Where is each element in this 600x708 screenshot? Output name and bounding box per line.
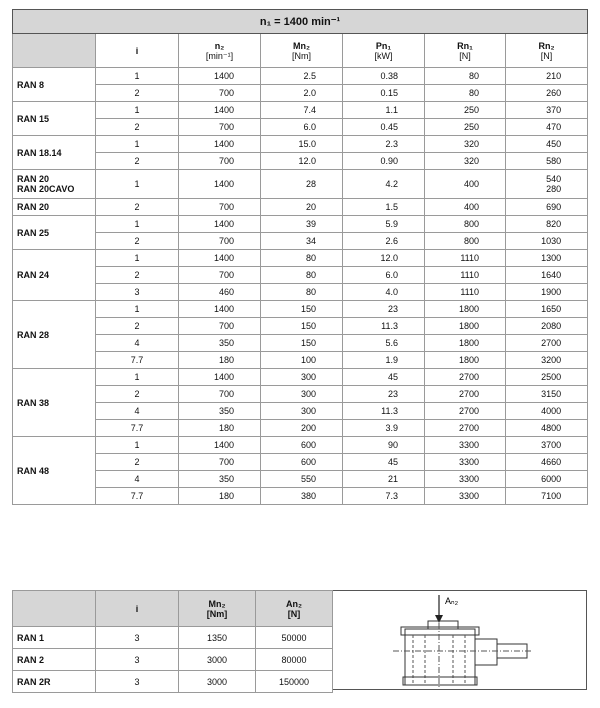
table-cell: 7.3	[343, 488, 425, 505]
table-cell: 28	[261, 170, 343, 199]
table-cell: 2	[96, 454, 179, 471]
column-header-unit: [kW]	[374, 50, 393, 61]
table-cell: 150000	[256, 671, 333, 693]
table-cell: 100	[261, 352, 343, 369]
column-header	[96, 34, 179, 68]
column-header-unit: [N]	[540, 50, 553, 61]
table-cell: 300	[261, 369, 343, 386]
table-cell: 300	[261, 403, 343, 420]
model-header	[13, 34, 96, 68]
table-cell: 0.90	[343, 153, 425, 170]
table-cell: 23	[343, 301, 425, 318]
column-header-unit: [min⁻¹]	[205, 50, 234, 61]
column-header-label: Mn₂	[293, 40, 310, 51]
column-header-label: i	[135, 45, 139, 56]
table-cell: 1	[96, 250, 179, 267]
table-cell: 80	[261, 250, 343, 267]
table-cell: 800	[425, 233, 506, 250]
model-name: RAN 1	[13, 627, 96, 649]
table-row	[13, 318, 588, 335]
table-cell: 1	[96, 216, 179, 233]
table-cell: 2700	[425, 386, 506, 403]
table-cell: 2.6	[343, 233, 425, 250]
table-cell: 350	[179, 335, 261, 352]
table-cell: 11.3	[343, 403, 425, 420]
table-row	[13, 199, 588, 216]
table-cell: 90	[343, 437, 425, 454]
table-row	[13, 335, 588, 352]
table-title: n₁ = 1400 min⁻¹	[13, 10, 588, 34]
table-cell: 2.5	[261, 68, 343, 85]
table-cell: 2	[96, 153, 179, 170]
table-cell: 2700	[425, 369, 506, 386]
table-cell: 6.0	[261, 119, 343, 136]
table-cell: 0.38	[343, 68, 425, 85]
table-cell: 4	[96, 403, 179, 420]
table-row	[13, 153, 588, 170]
table-cell: 580	[506, 153, 588, 170]
table-cell: 1800	[425, 318, 506, 335]
table-row	[13, 352, 588, 369]
table-row	[13, 369, 588, 386]
table-cell: 12.0	[343, 250, 425, 267]
column-header	[179, 34, 261, 68]
table-cell: 7100	[506, 488, 588, 505]
column-header-label: Rn₂	[538, 40, 555, 51]
table-cell: 2	[96, 85, 179, 102]
column-header	[506, 34, 588, 68]
table-cell: 600	[261, 437, 343, 454]
side-housing	[475, 639, 497, 665]
table-cell: 150	[261, 301, 343, 318]
table-cell: 1110	[425, 250, 506, 267]
column-header-label: n₂	[214, 40, 225, 51]
column-header	[261, 34, 343, 68]
table-cell: 2	[96, 199, 179, 216]
table-cell: 23	[343, 386, 425, 403]
table-cell: 2500	[506, 369, 588, 386]
rating-table	[12, 9, 588, 505]
table-cell: 1	[96, 102, 179, 119]
table-cell: 1400	[179, 301, 261, 318]
table-cell: 3000	[179, 671, 256, 693]
table-cell: 7.4	[261, 102, 343, 119]
table-row	[13, 284, 588, 301]
column-header-unit: [Nm]	[292, 50, 311, 61]
table-cell: 3	[96, 284, 179, 301]
force-arrow-head	[435, 615, 443, 623]
table-row	[13, 267, 588, 284]
table-row	[13, 649, 333, 671]
column-header-label: An₂	[286, 598, 302, 609]
table-cell: 4800	[506, 420, 588, 437]
table-cell: 3300	[425, 488, 506, 505]
table-row	[13, 437, 588, 454]
table-cell: 2	[96, 119, 179, 136]
table-row	[13, 233, 588, 250]
base-plate	[403, 677, 477, 685]
table-cell: 3150	[506, 386, 588, 403]
table-cell: 80	[425, 85, 506, 102]
table-cell: 15.0	[261, 136, 343, 153]
table-cell: 700	[179, 233, 261, 250]
table-cell: 2	[96, 233, 179, 250]
axial-load-table	[12, 590, 333, 693]
column-header-label: Pn₁	[375, 40, 392, 51]
table-cell: 320	[425, 153, 506, 170]
table-cell: 550	[261, 471, 343, 488]
table-cell: 34	[261, 233, 343, 250]
table-cell: 700	[179, 454, 261, 471]
table-cell: 50000	[256, 627, 333, 649]
table-cell: 1400	[179, 250, 261, 267]
table-cell: 3	[96, 627, 179, 649]
table-cell: 1	[96, 301, 179, 318]
table-row	[13, 216, 588, 233]
model-name: RAN 38	[13, 369, 96, 437]
table-cell: 1900	[506, 284, 588, 301]
column-header-unit: [N]	[459, 50, 471, 61]
table-cell: 1400	[179, 68, 261, 85]
table-cell: 150	[261, 318, 343, 335]
table-row	[13, 386, 588, 403]
table-cell: 1400	[179, 102, 261, 119]
table-cell: 5.9	[343, 216, 425, 233]
table-cell: 320	[425, 136, 506, 153]
table-cell: 4	[96, 335, 179, 352]
table-cell: 4.0	[343, 284, 425, 301]
table-cell: 80	[261, 284, 343, 301]
table-cell: 820	[506, 216, 588, 233]
column-header-label: i	[135, 603, 139, 614]
housing-flange	[401, 627, 479, 635]
table-cell: 1350	[179, 627, 256, 649]
table-row	[13, 454, 588, 471]
column-header	[179, 591, 256, 627]
table-cell: 3.9	[343, 420, 425, 437]
table-cell: 1400	[179, 437, 261, 454]
table-cell: 2.3	[343, 136, 425, 153]
table-cell: 180	[179, 488, 261, 505]
model-name: RAN 28	[13, 301, 96, 369]
table-row	[13, 403, 588, 420]
model-name: RAN 8	[13, 68, 96, 102]
table-cell: 1110	[425, 284, 506, 301]
model-name: RAN 24	[13, 250, 96, 301]
table-cell: 350	[179, 471, 261, 488]
table-cell: 0.15	[343, 85, 425, 102]
table-cell: 3000	[179, 649, 256, 671]
model-header	[13, 591, 96, 627]
table-cell: 11.3	[343, 318, 425, 335]
table-cell: 4000	[506, 403, 588, 420]
table-cell: 12.0	[261, 153, 343, 170]
table-cell: 700	[179, 318, 261, 335]
column-header-unit: [Nm]	[206, 608, 228, 619]
table-cell: 3200	[506, 352, 588, 369]
table-cell: 7.7	[96, 488, 179, 505]
table-cell: 2	[96, 267, 179, 284]
table-cell: 3300	[425, 454, 506, 471]
table-cell: 600	[261, 454, 343, 471]
table-row	[13, 102, 588, 119]
table-cell: 400	[425, 170, 506, 199]
gearbox-side-view	[333, 591, 587, 691]
table-cell: 4	[96, 471, 179, 488]
table-cell: 1110	[425, 267, 506, 284]
table-cell: 460	[179, 284, 261, 301]
table-cell: 1300	[506, 250, 588, 267]
table-row	[13, 471, 588, 488]
column-header-label: Rn₁	[457, 40, 473, 51]
top-hub	[428, 621, 458, 629]
table-cell: 20	[261, 199, 343, 216]
table-cell: 0.45	[343, 119, 425, 136]
table-cell: 1400	[179, 170, 261, 199]
table-cell: 3300	[425, 437, 506, 454]
column-header	[256, 591, 333, 627]
table-row	[13, 488, 588, 505]
column-header-label: Mn₂	[208, 598, 226, 609]
table-cell: 200	[261, 420, 343, 437]
table-cell: 700	[179, 119, 261, 136]
table-row	[13, 68, 588, 85]
table-cell: 250	[425, 119, 506, 136]
table-cell: 1.1	[343, 102, 425, 119]
table-cell: 2.0	[261, 85, 343, 102]
table-cell: 2700	[425, 420, 506, 437]
model-name: RAN 2	[13, 649, 96, 671]
table-cell: 1800	[425, 301, 506, 318]
table-cell: 2	[96, 318, 179, 335]
table-cell: 1400	[179, 216, 261, 233]
table-cell: 700	[179, 267, 261, 284]
table-cell: 2700	[425, 403, 506, 420]
table-cell: 39	[261, 216, 343, 233]
table-cell: 700	[179, 153, 261, 170]
table-row	[13, 119, 588, 136]
table-cell: 21	[343, 471, 425, 488]
table-cell: 700	[179, 85, 261, 102]
table-cell: 250	[425, 102, 506, 119]
model-name: RAN 15	[13, 102, 96, 136]
model-name: RAN 20	[13, 199, 96, 216]
table-cell: 540 280	[506, 170, 588, 199]
table-row	[13, 250, 588, 267]
model-name: RAN 18.14	[13, 136, 96, 170]
table-row	[13, 170, 588, 199]
gearbox-drawing	[333, 590, 587, 690]
table-cell: 1400	[179, 369, 261, 386]
table-cell: 800	[425, 216, 506, 233]
table-cell: 1400	[179, 136, 261, 153]
table-cell: 450	[506, 136, 588, 153]
table-cell: 1.5	[343, 199, 425, 216]
table-cell: 700	[179, 199, 261, 216]
table-cell: 5.6	[343, 335, 425, 352]
table-cell: 4660	[506, 454, 588, 471]
table-cell: 370	[506, 102, 588, 119]
table-cell: 80	[425, 68, 506, 85]
table-cell: 1.9	[343, 352, 425, 369]
table-cell: 1640	[506, 267, 588, 284]
table-cell: 150	[261, 335, 343, 352]
table-row	[13, 136, 588, 153]
table-row	[13, 420, 588, 437]
table-cell: 1030	[506, 233, 588, 250]
model-name: RAN 25	[13, 216, 96, 250]
table-cell: 380	[261, 488, 343, 505]
table-cell: 1	[96, 170, 179, 199]
table-cell: 2700	[506, 335, 588, 352]
table-row	[13, 671, 333, 693]
table-cell: 80000	[256, 649, 333, 671]
table-row	[13, 627, 333, 649]
table-cell: 4.2	[343, 170, 425, 199]
table-cell: 80	[261, 267, 343, 284]
table-cell: 690	[506, 199, 588, 216]
table-cell: 3	[96, 671, 179, 693]
table-row	[13, 301, 588, 318]
table-cell: 7.7	[96, 420, 179, 437]
table-cell: 180	[179, 352, 261, 369]
table-cell: 7.7	[96, 352, 179, 369]
column-header	[425, 34, 506, 68]
table-cell: 1800	[425, 352, 506, 369]
model-name: RAN 2R	[13, 671, 96, 693]
table-cell: 180	[179, 420, 261, 437]
table-cell: 210	[506, 68, 588, 85]
table-cell: 2080	[506, 318, 588, 335]
table-cell: 1	[96, 437, 179, 454]
force-label: Aₙ₂	[445, 596, 459, 606]
model-name: RAN 48	[13, 437, 96, 505]
table-row	[13, 85, 588, 102]
table-cell: 6.0	[343, 267, 425, 284]
table-cell: 3	[96, 649, 179, 671]
table-cell: 1800	[425, 335, 506, 352]
column-header	[96, 591, 179, 627]
table-cell: 470	[506, 119, 588, 136]
table-cell: 6000	[506, 471, 588, 488]
table-cell: 700	[179, 386, 261, 403]
table-cell: 2	[96, 386, 179, 403]
table-cell: 300	[261, 386, 343, 403]
table-cell: 260	[506, 85, 588, 102]
table-cell: 45	[343, 369, 425, 386]
table-cell: 350	[179, 403, 261, 420]
table-cell: 1650	[506, 301, 588, 318]
table-cell: 1	[96, 369, 179, 386]
column-header	[343, 34, 425, 68]
model-name: RAN 20 RAN 20CAVO	[13, 170, 96, 199]
column-header-unit: [N]	[287, 608, 301, 619]
table-cell: 45	[343, 454, 425, 471]
table-cell: 1	[96, 136, 179, 153]
table-cell: 1	[96, 68, 179, 85]
table-cell: 3700	[506, 437, 588, 454]
table-cell: 400	[425, 199, 506, 216]
table-cell: 3300	[425, 471, 506, 488]
